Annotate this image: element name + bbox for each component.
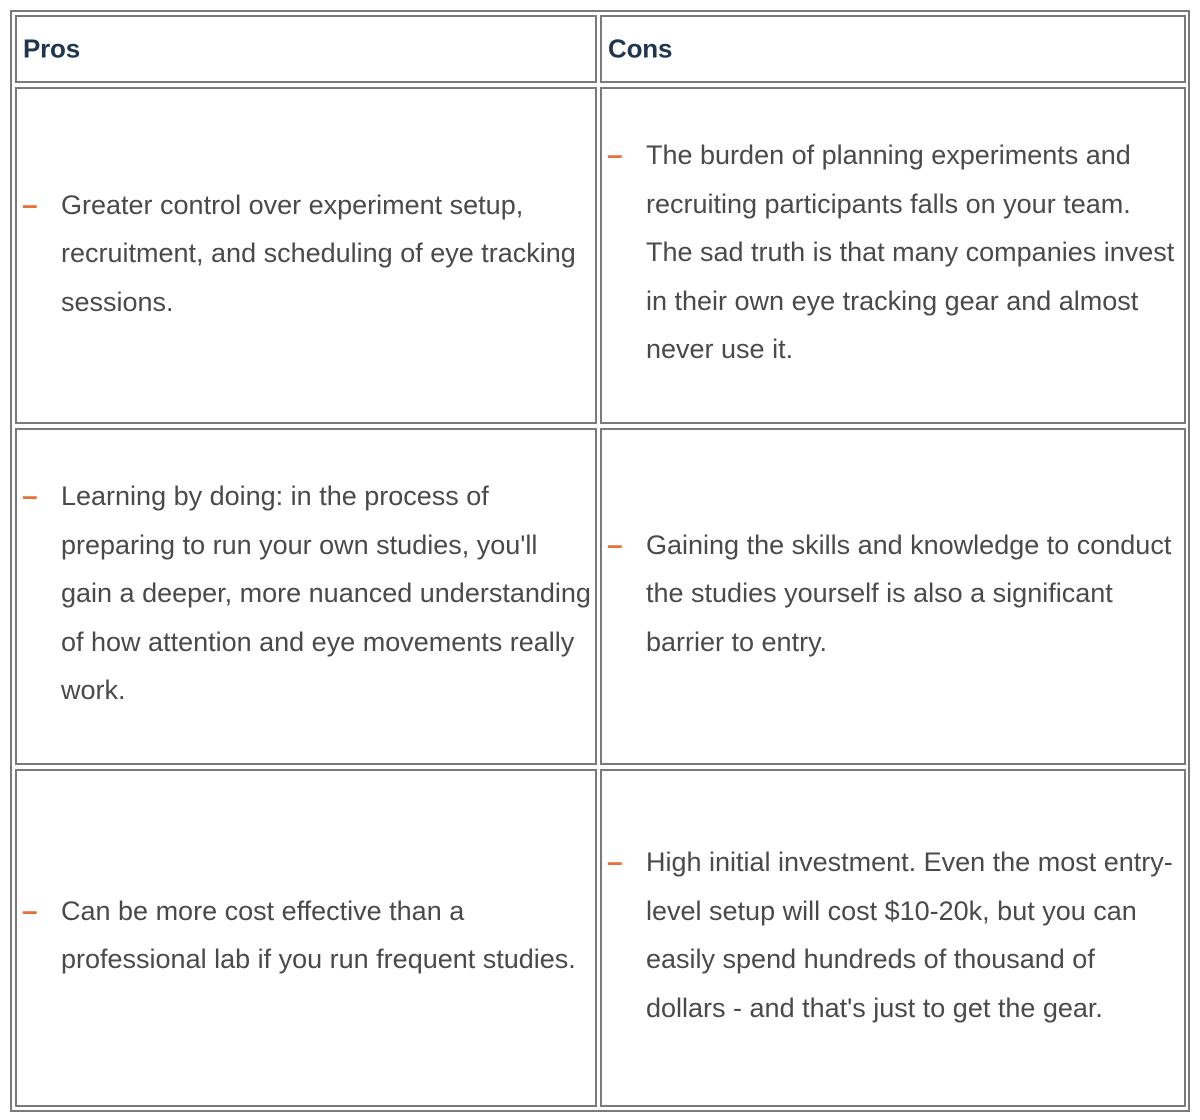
list-item — [602, 838, 1184, 1032]
pro-text: Greater control over experiment setup, recruitment, and scheduling of eye tracking sessions. — [61, 189, 576, 317]
pros-cons-table — [10, 10, 1190, 1112]
con-text: The burden of planning experiments and recruiting participants falls on your team. The sad truth is that many companies invest in their own eye tracking gear and almost never use it. — [646, 140, 1175, 365]
header-cons: Cons — [608, 33, 673, 64]
dash-bullet-icon: – — [607, 139, 623, 171]
con-text: High initial investment. Even the most entry-level setup will cost $10-20k, but you can easily spend hundreds of thousand of dollars - and that's just to get the gear. — [646, 847, 1173, 1023]
pro-text: Can be more cost effective than a professional lab if you run frequent studies. — [61, 895, 576, 974]
header-cell-cons — [600, 15, 1186, 83]
list-item — [17, 181, 595, 327]
con-cell-1 — [600, 87, 1186, 424]
dash-bullet-icon: – — [607, 846, 623, 877]
pro-cell-2 — [15, 428, 597, 765]
list-item — [17, 472, 595, 715]
dash-bullet-icon: – — [22, 894, 38, 926]
dash-bullet-icon: – — [22, 480, 38, 512]
con-cell-3 — [600, 769, 1186, 1107]
dash-bullet-icon: – — [607, 528, 623, 560]
list-item — [17, 887, 595, 984]
con-text: Gaining the skills and knowledge to conduct the studies yourself is also a significant barrier to entry. — [646, 529, 1172, 657]
pro-cell-3 — [15, 769, 597, 1107]
dash-bullet-icon: – — [22, 188, 38, 220]
list-item — [602, 131, 1184, 374]
header-pros: Pros — [23, 33, 81, 64]
pro-cell-1 — [15, 87, 597, 424]
list-item — [602, 521, 1184, 667]
header-cell-pros — [15, 15, 597, 83]
pro-text: Learning by doing: in the process of preparing to run your own studies, you'll gain a deeper, more nuanced understanding of how attention and eye movements really work. — [61, 481, 591, 706]
con-cell-2 — [600, 428, 1186, 765]
